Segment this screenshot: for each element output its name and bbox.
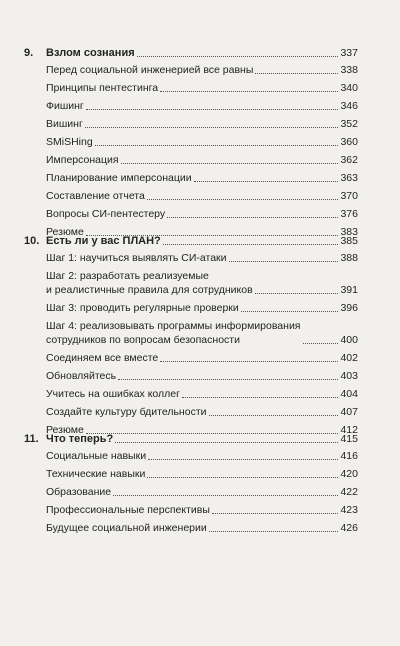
leader-dots: [163, 244, 339, 245]
entry-page: 416: [340, 450, 358, 462]
chapter-number: 10.: [24, 235, 40, 247]
toc-entry: [24, 154, 358, 167]
entry-page: 407: [340, 406, 358, 418]
leader-dots: [118, 379, 338, 380]
entry-title: Социальные навыки: [46, 450, 147, 462]
chapter-10: [24, 235, 358, 442]
entry-page: 376: [340, 208, 358, 220]
entry-title: Шаг 1: научиться выявлять СИ-атаки: [46, 252, 227, 264]
leader-dots: [212, 513, 339, 514]
entry-title: Резюме: [46, 226, 84, 238]
entry-page: 352: [340, 118, 358, 130]
entry-page: 363: [340, 172, 358, 184]
toc-entry: [24, 252, 358, 265]
toc-entry: [24, 208, 358, 221]
entry-page: 391: [340, 284, 358, 296]
chapter-page: 337: [340, 47, 358, 59]
leader-dots: [182, 397, 339, 398]
toc-entry: [24, 302, 358, 315]
toc-entry: [24, 370, 358, 383]
entry-page: 383: [340, 226, 358, 238]
leader-dots: [255, 293, 339, 294]
entry-page: 404: [340, 388, 358, 400]
toc-entry: [24, 352, 358, 365]
entry-title: Составление отчета: [46, 190, 145, 202]
entry-title: Вишинг: [46, 118, 83, 130]
entry-title: Соединяем все вместе: [46, 352, 159, 364]
chapter-title: Что теперь?: [46, 433, 114, 445]
entry-page: 412: [340, 424, 358, 436]
leader-dots: [160, 361, 338, 362]
entry-page: 340: [340, 82, 358, 94]
toc-entry: [24, 270, 358, 297]
leader-dots: [229, 261, 339, 262]
entry-page: 420: [340, 468, 358, 480]
leader-dots: [160, 91, 338, 92]
entry-title: Принципы пентестинга: [46, 82, 159, 94]
chapter-title: Есть ли у вас ПЛАН?: [46, 235, 161, 247]
toc-entry: [24, 450, 358, 463]
chapter-number: 11.: [24, 433, 39, 445]
entry-title: Технические навыки: [46, 468, 146, 480]
entry-page: 360: [340, 136, 358, 148]
entry-title: Образование: [46, 486, 112, 498]
leader-dots: [147, 199, 339, 200]
entry-title: Имперсонация: [46, 154, 119, 166]
toc-entry: [24, 320, 358, 347]
entry-page: 422: [340, 486, 358, 498]
entry-page: 400: [340, 334, 358, 346]
toc-entry: [24, 190, 358, 203]
chapter-11: [24, 433, 358, 540]
toc-entry: [24, 468, 358, 481]
entry-title: Обновляйтесь: [46, 370, 117, 382]
chapter-heading: [24, 433, 358, 446]
entry-title: Шаг 2: разработать реализуемые и реалистичные правила для сотрудников: [46, 270, 253, 296]
entry-title: Профессиональные перспективы: [46, 504, 210, 516]
leader-dots: [209, 531, 339, 532]
entry-page: 403: [340, 370, 358, 382]
entry-page: 346: [340, 100, 358, 112]
toc-entry: [24, 522, 358, 535]
toc-entry: [24, 82, 358, 95]
entry-page: 423: [340, 504, 358, 516]
entry-page: 370: [340, 190, 358, 202]
leader-dots: [209, 415, 339, 416]
entry-page: 402: [340, 352, 358, 364]
entry-title: SMiSHing: [46, 136, 93, 148]
leader-dots: [113, 495, 338, 496]
chapter-heading: [24, 235, 358, 248]
toc-entry: [24, 172, 358, 185]
toc-entry: [24, 136, 358, 149]
entry-title: Создайте культуру бдительности: [46, 406, 207, 418]
entry-title: Фишинг: [46, 100, 84, 112]
toc-entry: [24, 388, 358, 401]
toc-entry: [24, 406, 358, 419]
leader-dots: [121, 163, 339, 164]
entry-title: Перед социальной инженерией все равны: [46, 64, 254, 76]
leader-dots: [137, 56, 339, 57]
chapter-page: 415: [340, 433, 358, 445]
entry-title: Вопросы СИ-пентестеру: [46, 208, 166, 220]
chapter-title: Взлом сознания: [46, 47, 135, 59]
leader-dots: [241, 311, 339, 312]
entry-page: 338: [340, 64, 358, 76]
leader-dots: [255, 73, 338, 74]
chapter-page: 385: [340, 235, 358, 247]
entry-title: Шаг 3: проводить регулярные проверки: [46, 302, 239, 314]
entry-title: Будущее социальной инженерии: [46, 522, 207, 534]
chapter-number: 9.: [24, 47, 34, 59]
toc-entry: [24, 100, 358, 113]
chapter-9: [24, 47, 358, 244]
entry-title: Учитесь на ошибках коллег: [46, 388, 180, 400]
entry-title: Шаг 4: реализовывать программы информирования сотрудников по вопросам безопасности: [46, 320, 301, 346]
leader-dots: [85, 127, 339, 128]
leader-dots: [95, 145, 339, 146]
toc-entry: [24, 504, 358, 517]
leader-dots: [303, 343, 339, 344]
leader-dots: [147, 477, 338, 478]
entry-page: 362: [340, 154, 358, 166]
leader-dots: [115, 442, 338, 443]
chapter-heading: [24, 47, 358, 60]
leader-dots: [194, 181, 339, 182]
leader-dots: [148, 459, 338, 460]
entry-title: Планирование имперсонации: [46, 172, 192, 184]
entry-page: 396: [340, 302, 358, 314]
entry-page: 388: [340, 252, 358, 264]
toc-entry: [24, 64, 358, 77]
entry-title: Резюме: [46, 424, 84, 436]
leader-dots: [167, 217, 338, 218]
toc-entry: [24, 486, 358, 499]
toc-entry: [24, 118, 358, 131]
leader-dots: [86, 109, 339, 110]
entry-page: 426: [340, 522, 358, 534]
